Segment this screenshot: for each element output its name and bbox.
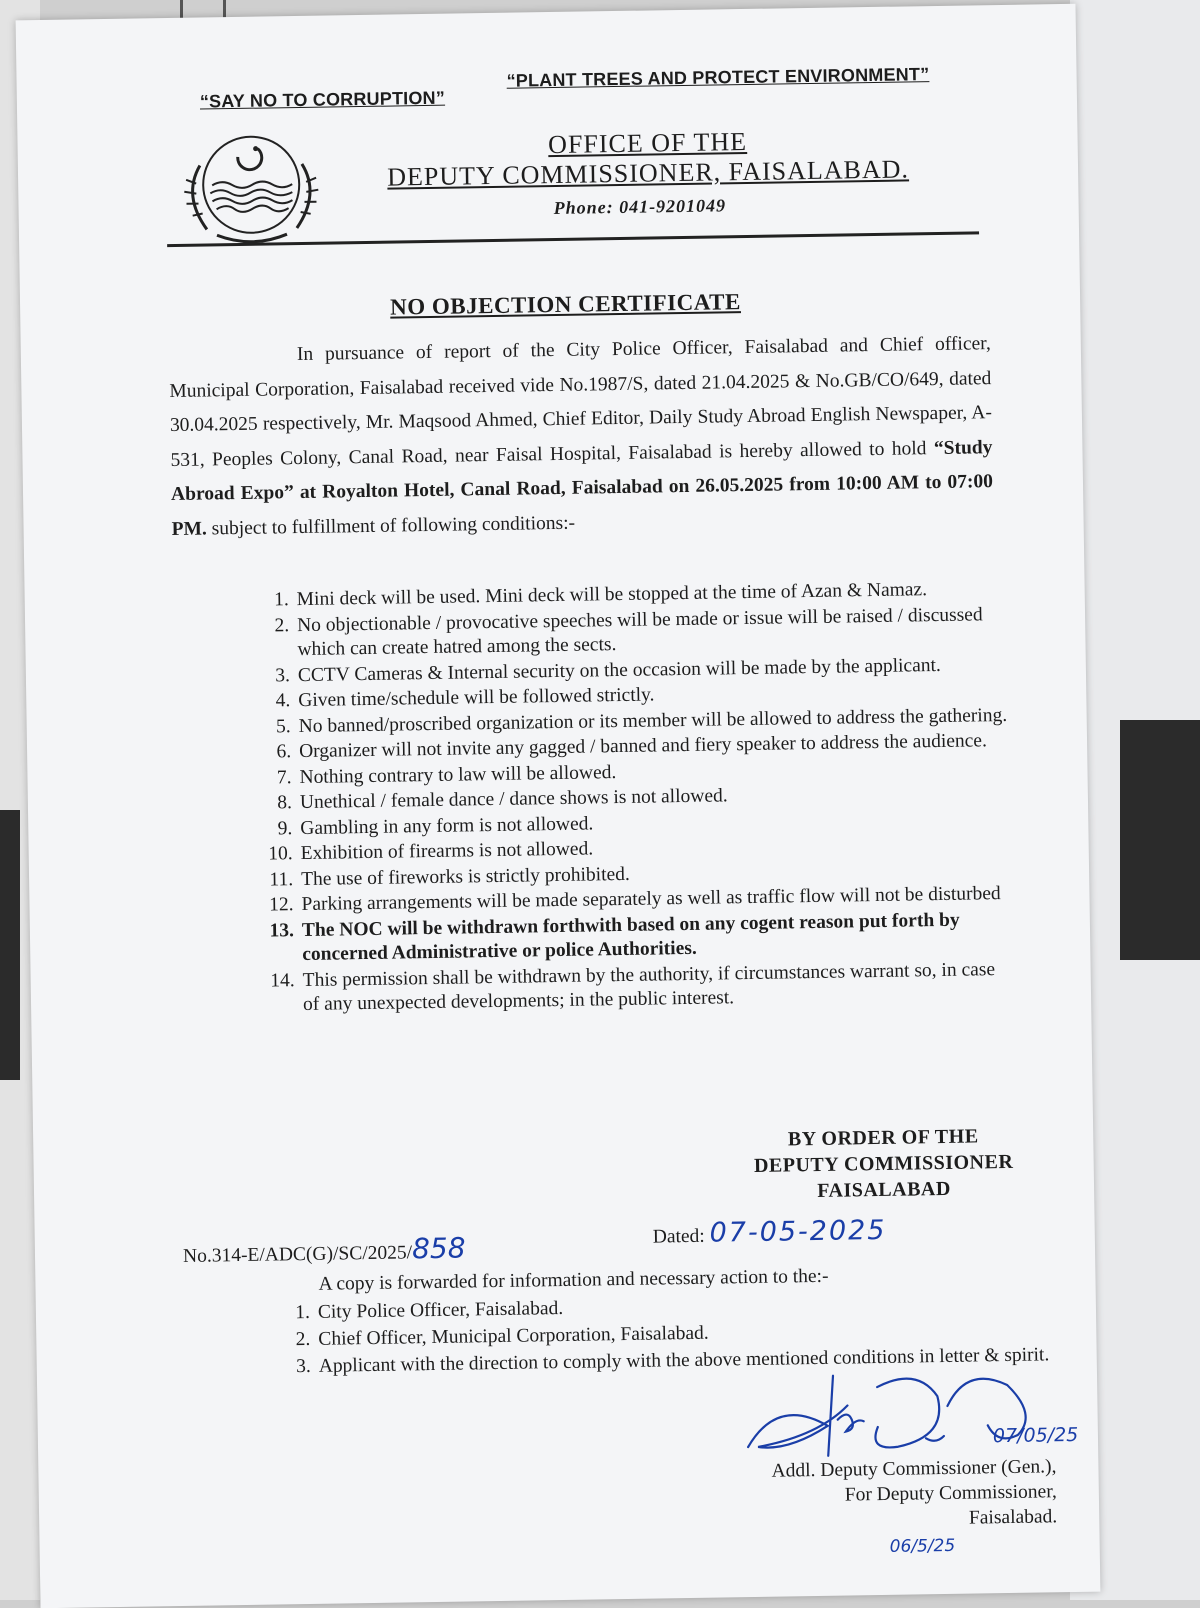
noc-tail-text: subject to fulfillment of following conditions:- — [211, 512, 576, 539]
list-item: 1. Mini deck will be used. Mini deck will be stopped at the time of Azan & Namaz. — [273, 579, 928, 611]
list-item: 3. CCTV Cameras & Internal security on the occasion will be made by the applicant. — [275, 654, 941, 686]
conditions-list — [255, 577, 1017, 1019]
reference-number — [183, 1232, 466, 1269]
background-object — [1120, 720, 1200, 960]
order-line: DEPUTY COMMISSIONER — [753, 1150, 1014, 1177]
signatory-for: For Deputy Commissioner, — [844, 1481, 1057, 1506]
list-item: 2. No objectionable / provocative speeches will be made or issue will be raised / discussed which can create hatred among the sects. — [274, 603, 983, 661]
list-item: 1. City Police Officer, Faisalabad. — [295, 1297, 564, 1324]
list-item: 2. Chief Officer, Municipal Corporation, Faisalabad. — [295, 1322, 709, 1351]
slogan-left: “SAY NO TO CORRUPTION” — [199, 87, 446, 112]
list-item: 5. No banned/proscribed organization or its member will be allowed to address the gathering. — [275, 704, 1008, 737]
forward-intro: A copy is forwarded for information and necessary action to the:- — [318, 1265, 829, 1295]
list-item: 6. Organizer will not invite any gagged / banned and fiery speaker to address the audience. — [276, 730, 988, 763]
noc-intro-text: In pursuance of report of the City Police Officer, Faisalabad and Chief officer, Municipal Corporation, Faisalabad received vide No.1987/S, dated 21.04.2025 & No.GB/CO/649, dated 30.04.2025 respectively, Mr. Maqsood Ahmed, Chief Editor, Daily Study Abroad English Newspaper, A-531, Peoples Colony, Canal Road, near Faisal Hospital, Faisalabad is hereby allowed to hold — [169, 333, 993, 471]
list-item: 9. Gambling in any form is not allowed. — [277, 812, 594, 839]
event-details: “Study Abroad Expo” at Royalton Hotel, Canal Road, Faisalabad on 26.05.2025 from 10:00 AM to 07:00 PM. — [170, 436, 994, 540]
background-object — [0, 810, 20, 1080]
signature-block — [678, 1454, 1057, 1535]
noc-paragraph — [169, 327, 994, 547]
date-field — [652, 1215, 886, 1250]
phone-number: Phone: 041-9201049 — [553, 195, 727, 218]
document-page — [16, 4, 1101, 1608]
handwritten-date: 07-05-2025 — [709, 1214, 887, 1249]
office-name: DEPUTY COMMISSIONER, FAISALABAD. — [387, 154, 910, 192]
order-line: BY ORDER OF THE — [787, 1125, 979, 1151]
list-item: 12. Parking arrangements will be made separately as well as traffic flow will not be disturbed — [268, 883, 1001, 916]
office-title: OFFICE OF THE — [547, 126, 748, 160]
list-item: 7. Nothing contrary to law will be allowed. — [276, 761, 617, 788]
signature-date: 07/05/25 — [992, 1423, 1079, 1448]
initial-date: 06/5/25 — [889, 1535, 956, 1557]
list-item: 14. This permission shall be withdrawn by the authority, if circumstances warrant so, in case of any unexpected developments; in the public interest. — [270, 958, 996, 1016]
dated-label: Dated: — [652, 1225, 705, 1248]
list-item: 10. Exhibition of firearms is not allowed. — [268, 838, 594, 865]
slogan-right: “PLANT TREES AND PROTECT ENVIRONMENT” — [506, 64, 930, 91]
order-block — [733, 1123, 1034, 1206]
document-title: NO OBJECTION CERTIFICATE — [389, 289, 742, 320]
list-item: 11. The use of fireworks is strictly prohibited. — [269, 863, 630, 891]
order-line: FAISALABAD — [817, 1177, 952, 1202]
reference-prefix: No.314-E/ADC(G)/SC/2025/ — [182, 1242, 413, 1267]
reference-handwritten-number: 858 — [411, 1231, 466, 1266]
list-item: 8. Unethical / female dance / dance shows is not allowed. — [277, 785, 728, 814]
list-item: 4. Given time/schedule will be followed strictly. — [275, 684, 655, 712]
signatory-title: Addl. Deputy Commissioner (Gen.), — [771, 1456, 1057, 1482]
list-item: 13. The NOC will be withdrawn forthwith based on any cogent reason put forth by concerned Administrative or police Authorities. — [269, 909, 960, 966]
punjab-emblem-icon — [175, 134, 327, 248]
list-item: 3. Applicant with the direction to comply with the above mentioned conditions in letter & spirit. — [295, 1344, 1050, 1378]
signatory-city: Faisalabad. — [968, 1506, 1058, 1529]
